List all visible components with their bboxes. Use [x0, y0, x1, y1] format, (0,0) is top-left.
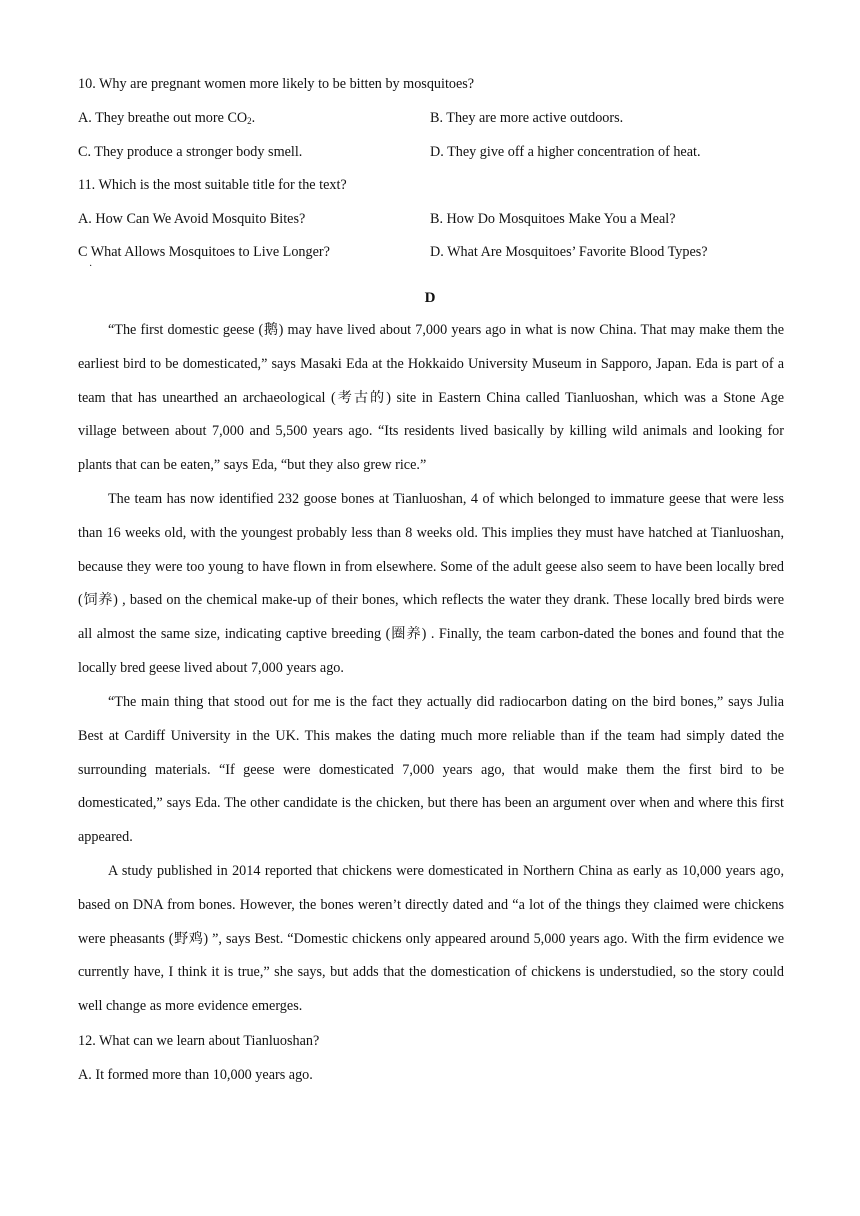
question-11-option-a: A. How Can We Avoid Mosquito Bites? [78, 211, 306, 227]
passage-paragraph-3: “The main thing that stood out for me is the fact they actually did radiocarbon dating on the bird bones,” says Julia Best at Cardiff University in the UK. This makes the dating much more reliable than if the team had simply dated the surrounding materials. “If geese were domesticated 7,000 years ago, that would make them the first bird to be domesticated,” says Eda. The other candidate is the chicken, but there has been an argument over when and where this first appeared. [78, 694, 784, 846]
passage-paragraph-2: The team has now identified 232 goose bones at Tianluoshan, 4 of which belonged to immature geese that were less than 16 weeks old, with the youngest probably less than 8 weeks old. This implies they must have hatched at Tianluoshan, because they were too young to have flown in from elsewhere. Some of the adult geese also seem to have been locally bred (饲养) , based on the chemical make-up of their bones, which reflects the water they drank. These locally bred birds were all almost the same size, indicating captive breeding (圈养) . Finally, the team carbon-dated the bones and found that the locally bred geese lived about 7,000 years ago. [78, 491, 784, 676]
passage-paragraph-1: “The first domestic geese (鹅) may have lived about 7,000 years ago in what is now China. That may make them the earliest bird to be domesticated,” says Masaki Eda at the Hokkaido University Museum in Sapporo, Japan. Eda is part of a team that has unearthed an archaeological (考古的) site in Eastern China called Tianluoshan, which was a Stone Age village between about 7,000 and 5,500 years ago. “Its residents lived basically by killing wild animals and looking for plants that can be eaten,” says Eda, “but they also grew rice.” [78, 322, 784, 474]
question-10-stem: 10. Why are pregnant women more likely to be bitten by mosquitoes? [78, 76, 475, 92]
option-c-dot: · [89, 261, 93, 272]
passage-paragraph-4: A study published in 2014 reported that chickens were domesticated in Northern China as early as 10,000 years ago, based on DNA from bones. However, the bones weren’t directly dated and “a lot of the things they claimed were chickens were pheasants (野鸡) ”, says Best. “Domestic chickens only appeared around 5,000 years ago. With the firm evidence we currently have, I think it is true,” she says, but adds that the domestication of chickens is understudied, so the story could well change as more evidence emerges. [78, 863, 784, 1015]
section-heading: D [424, 290, 436, 306]
question-12-option-a: A. It formed more than 10,000 years ago. [78, 1067, 313, 1083]
question-11-option-b: B. How Do Mosquitoes Make You a Meal? [430, 211, 676, 227]
question-11-option-c: C What Allows Mosquitoes to Live Longer? [78, 244, 330, 260]
question-10-option-c: C. They produce a stronger body smell. [78, 144, 303, 160]
question-10-option-b: B. They are more active outdoors. [430, 110, 624, 126]
question-11-option-d: D. What Are Mosquitoes’ Favorite Blood Types? [430, 244, 708, 260]
question-12-stem: 12. What can we learn about Tianluoshan? [78, 1033, 320, 1049]
question-11-stem: 11. Which is the most suitable title for the text? [78, 177, 347, 193]
question-10-option-a: A. They breathe out more $CO_2$. [78, 110, 256, 126]
question-10-option-d: D. They give off a higher concentration of heat. [430, 144, 701, 160]
